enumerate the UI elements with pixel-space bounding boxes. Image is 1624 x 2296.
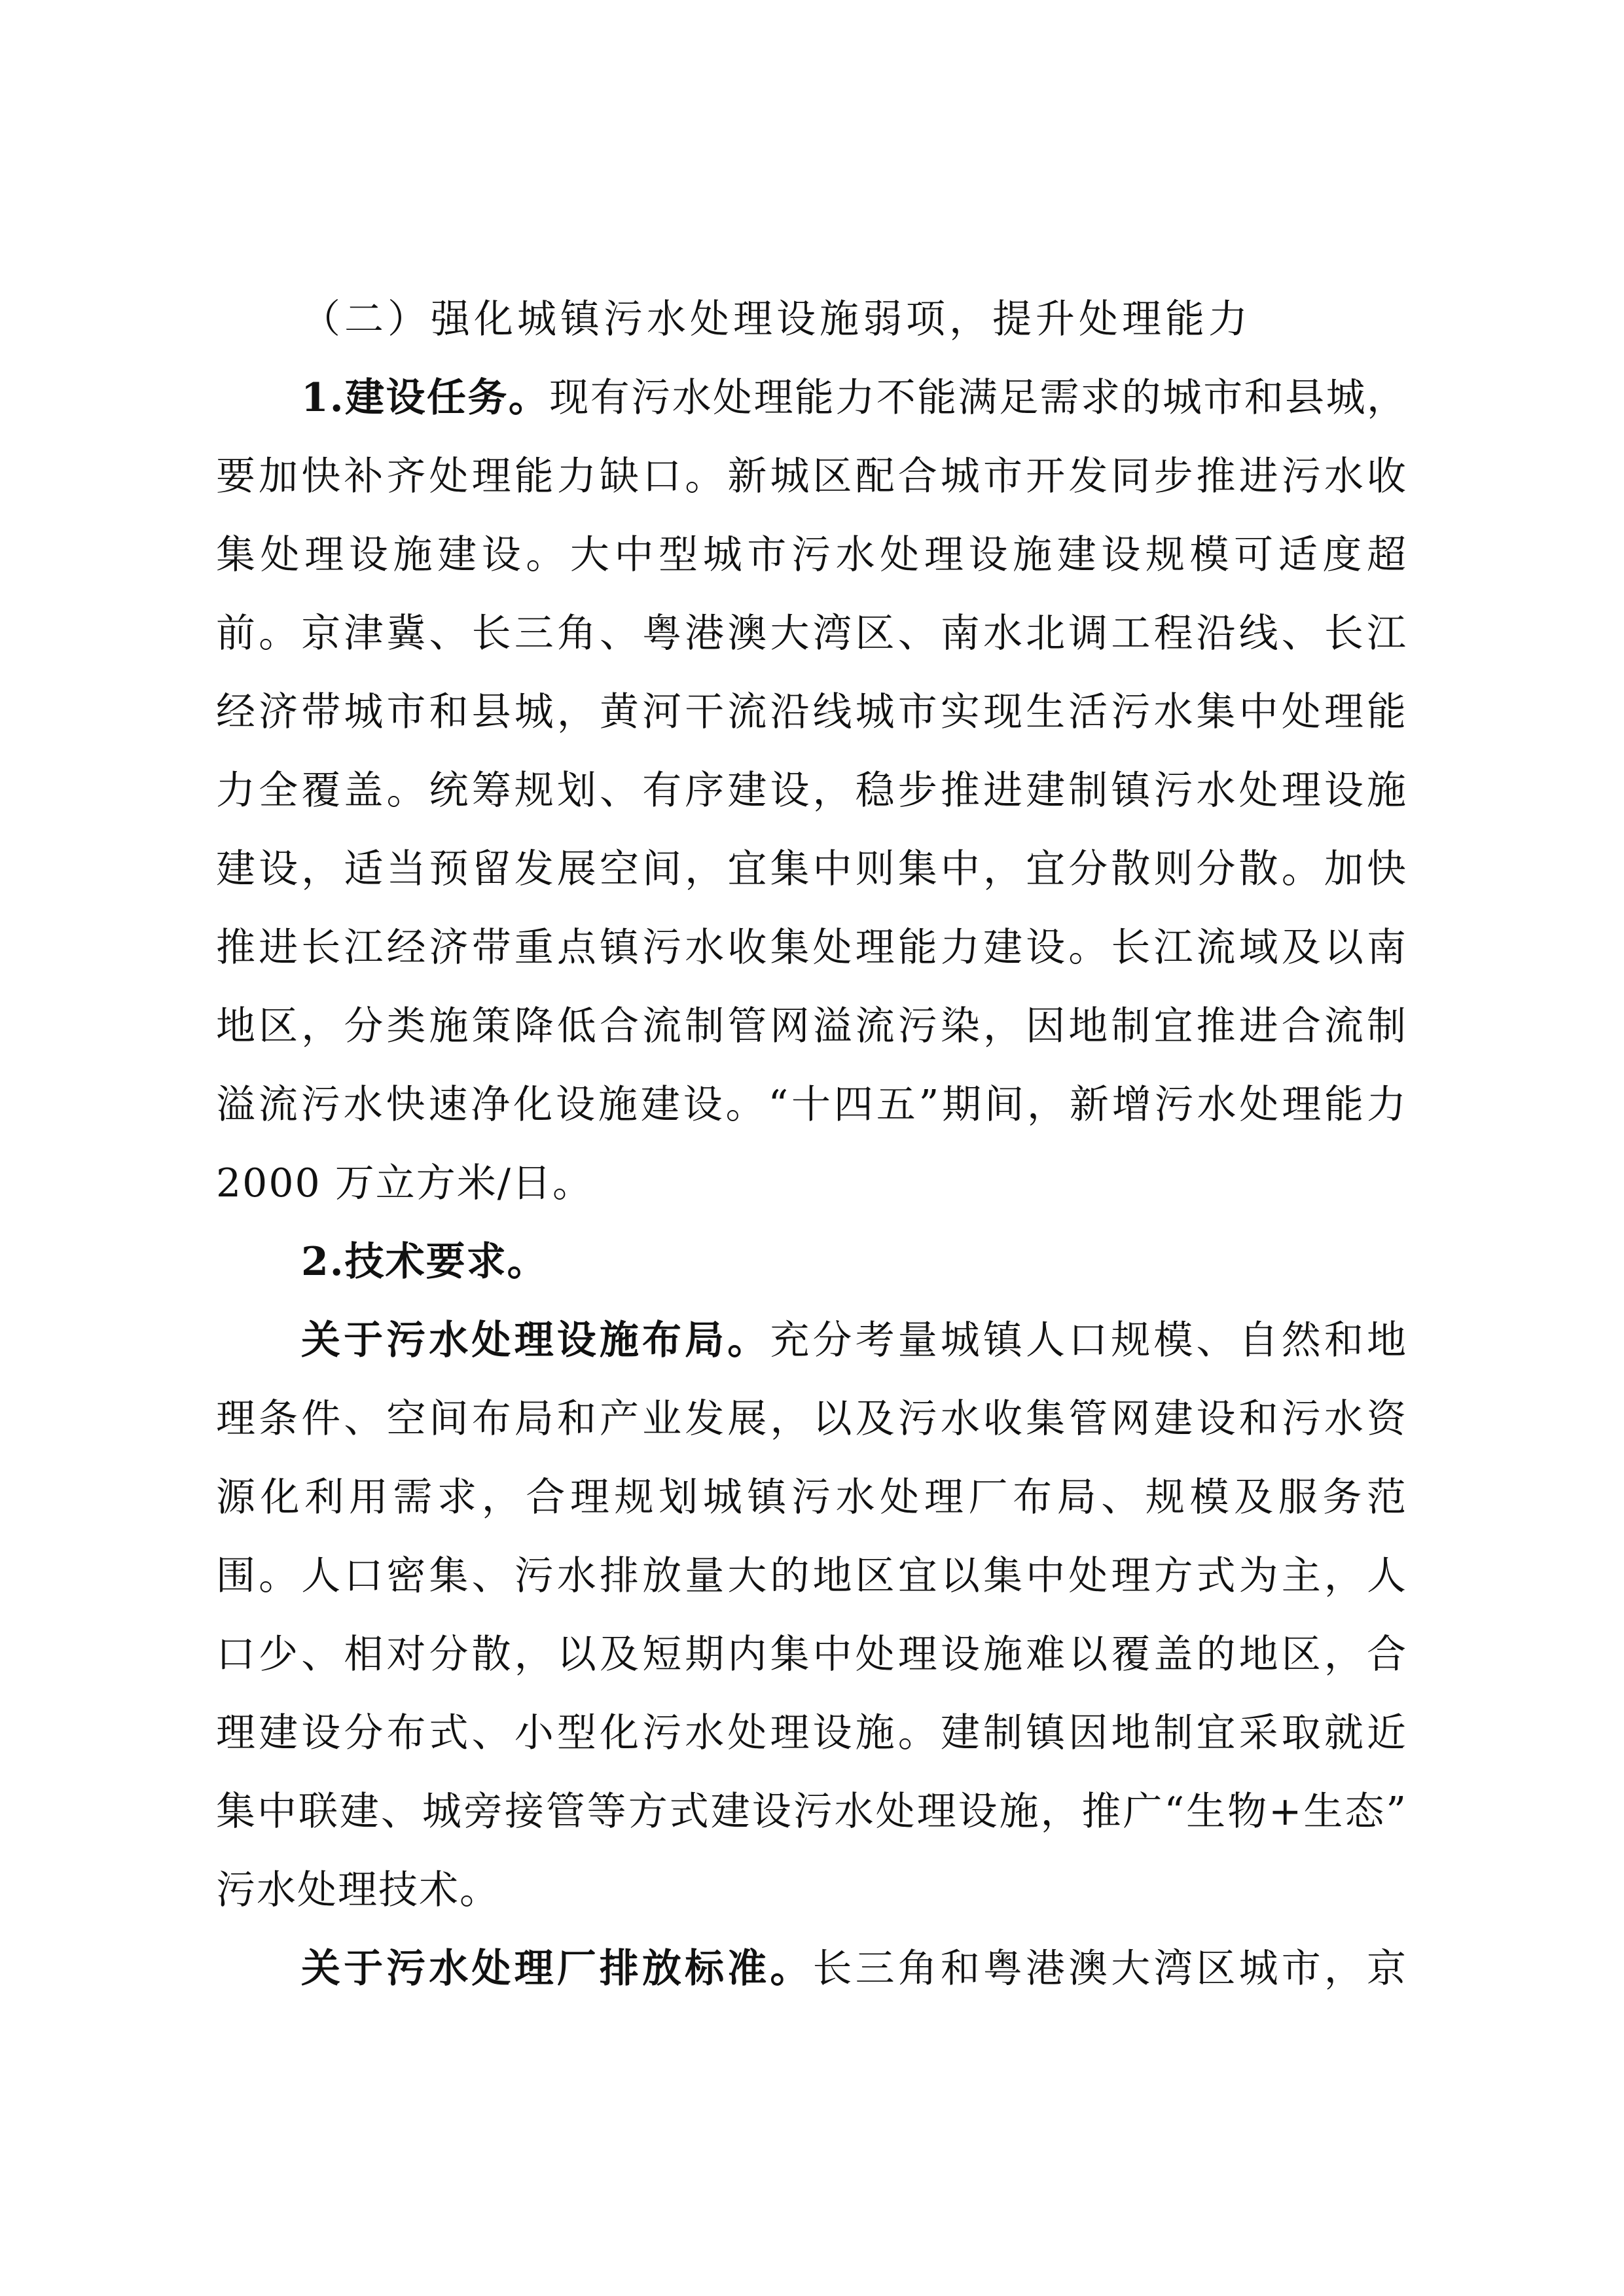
para3-line-8: 污水处理技术。 bbox=[216, 1867, 500, 1913]
para1-line-3: 集处理设施建设。大中型城市污水处理设施建设规模可适度超 bbox=[216, 532, 1407, 578]
para1-line-10: 溢流污水快速净化设施建设。“十四五”期间，新增污水处理能力 bbox=[216, 1082, 1407, 1128]
para3-text-1: 充分考量城镇人口规模、自然和地 bbox=[770, 1318, 1408, 1363]
para1-line-6: 力全覆盖。统筹规划、有序建设，稳步推进建制镇污水处理设施 bbox=[216, 768, 1407, 814]
para1-line-5: 经济带城市和县城，黄河干流沿线城市实现生活污水集中处理能 bbox=[216, 689, 1407, 735]
para3-line-6: 理建设分布式、小型化污水处理设施。建制镇因地制宜采取就近 bbox=[216, 1710, 1407, 1756]
para3-lead: 关于污水处理设施布局。 bbox=[301, 1318, 770, 1363]
para4-lead: 关于污水处理厂排放标准。 bbox=[301, 1946, 813, 1992]
para4-line-1 bbox=[301, 1943, 1407, 2001]
para3-line-4: 围。人口密集、污水排放量大的地区宜以集中处理方式为主，人 bbox=[216, 1553, 1407, 1599]
para3-line-1 bbox=[301, 1314, 1407, 1373]
para2-lead: 2.技术要求。 bbox=[301, 1239, 548, 1285]
para1-line-1 bbox=[301, 372, 1407, 431]
para1-line-8: 推进长江经济带重点镇污水收集处理能力建设。长江流域及以南 bbox=[216, 925, 1407, 971]
para3-line-7: 集中联建、城旁接管等方式建设污水处理设施，推广“生物+生态” bbox=[216, 1789, 1407, 1835]
para3-line-2: 理条件、空间布局和产业发展，以及污水收集管网建设和污水资 bbox=[216, 1396, 1407, 1442]
para1-line-11: 2000 万立方米/日。 bbox=[216, 1160, 593, 1206]
para1-line-7: 建设，适当预留发展空间，宜集中则集中，宜分散则分散。加快 bbox=[216, 846, 1407, 892]
para3-line-3: 源化利用需求，合理规划城镇污水处理厂布局、规模及服务范 bbox=[216, 1475, 1407, 1520]
para1-lead: 1.建设任务。 bbox=[301, 375, 550, 421]
para1-line-4: 前。京津冀、长三角、粤港澳大湾区、南水北调工程沿线、长江 bbox=[216, 611, 1407, 656]
para3-line-5: 口少、相对分散，以及短期内集中处理设施难以覆盖的地区，合 bbox=[216, 1632, 1407, 1677]
para4-text-1: 长三角和粤港澳大湾区城市，京 bbox=[812, 1946, 1408, 1992]
para1-line-2: 要加快补齐处理能力缺口。新城区配合城市开发同步推进污水收 bbox=[216, 454, 1407, 499]
para1-line-9: 地区，分类施策降低合流制管网溢流污染，因地制宜推进合流制 bbox=[216, 1003, 1407, 1049]
para1-text-1: 现有污水处理能力不能满足需求的城市和县城， bbox=[549, 375, 1408, 421]
section-heading: （二）强化城镇污水处理设施弱项，提升处理能力 bbox=[301, 296, 1252, 342]
